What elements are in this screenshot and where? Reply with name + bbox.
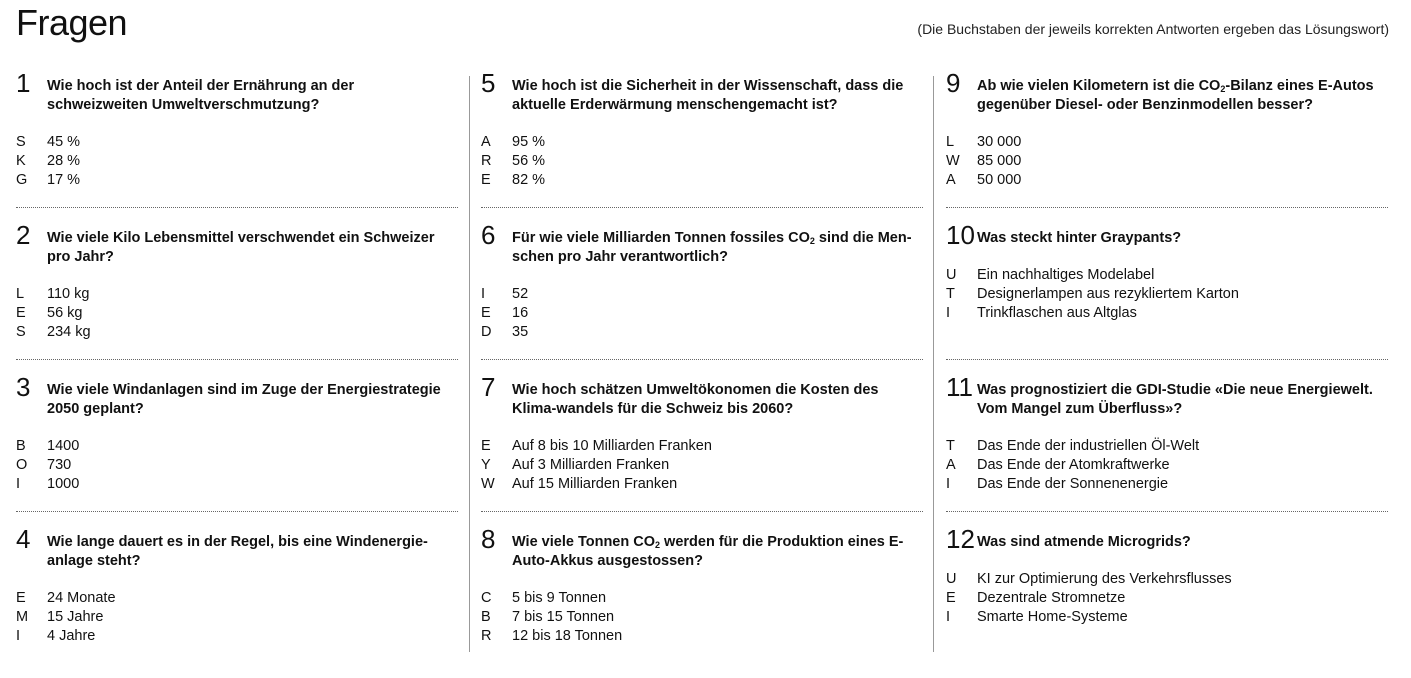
question-number: 3 [16,372,31,402]
question-text-part: Wie viele Tonnen CO [512,534,656,550]
answer-option [481,456,923,475]
answer-option [481,323,923,342]
question-number: 4 [16,524,31,554]
answer-list [946,266,1388,323]
question-text [512,222,923,267]
answer-option [946,570,1388,589]
answer-option [946,304,1388,323]
subscript: 2 [655,540,661,550]
column-divider [933,76,934,652]
answer-option [481,285,923,304]
question-number: 1 [16,68,31,98]
answer-letter: I [481,286,486,302]
answer-option [16,627,458,646]
answer-list [16,285,458,342]
answer-option [946,133,1388,152]
answer-letter: U [946,267,957,283]
answer-list [946,133,1388,190]
answer-option [946,437,1388,456]
question-text [512,374,923,419]
answer-option [16,304,458,323]
answer-option [481,133,923,152]
answer-letter: B [481,609,491,625]
question-text [977,222,1181,248]
answer-text: 16 [512,305,529,321]
question-text [47,222,458,267]
answer-list [481,589,923,646]
answer-option [16,133,458,152]
answer-option [946,266,1388,285]
answer-text: Das Ende der Sonnenenergie [977,476,1169,492]
question-number: 6 [481,220,496,250]
answer-text: Das Ende der industriellen Öl-Welt [977,438,1200,454]
answer-text: Designerlampen aus rezykliertem Karton [977,286,1239,302]
question-text-part: Wie hoch ist der Anteil der Ernährung an der schweizweiten Umweltverschmutzung? [47,78,355,113]
question-header [946,222,1388,248]
question-text-part: Wie hoch schätzen Umweltökonomen die Kosten des Klima-wandels für die Schweiz bis 2060? [512,382,879,417]
question-block [16,526,458,678]
answer-text: Smarte Home-Systeme [977,609,1128,625]
question-number: 5 [481,68,496,98]
answer-option [481,304,923,323]
answer-letter: T [946,286,955,302]
answer-option [946,171,1388,190]
answer-letter: A [946,457,956,473]
answer-letter: C [481,590,492,606]
question-text [977,374,1388,419]
answer-text: Trinkflaschen aus Altglas [977,305,1137,321]
question-text-part: sind die Men-schen pro Jahr verantwortlich? [512,230,912,265]
answer-option [16,285,458,304]
answer-text: Ein nachhaltiges Modelabel [977,267,1155,283]
question-block [481,70,923,222]
answer-option [481,608,923,627]
answer-list [481,285,923,342]
question-text-part: werden für die Produktion eines E-Auto-Akkus ausgestossen? [512,534,904,569]
answer-option [16,152,458,171]
answer-text: KI zur Optimierung des Verkehrsflusses [977,571,1232,587]
question-block [946,70,1388,222]
solution-hint: (Die Buchstaben der jeweils korrekten Antworten ergeben das Lösungswort) [917,21,1389,37]
question-block [946,526,1388,678]
question-block [946,222,1388,374]
question-column-1 [16,70,458,662]
question-number: 7 [481,372,496,402]
question-number: 12 [946,524,975,554]
answer-list [16,589,458,646]
question-header [16,70,458,115]
answer-text: 1400 [47,438,80,454]
question-block [481,222,923,374]
answer-option [16,608,458,627]
answer-option [16,456,458,475]
answer-letter: I [16,628,21,644]
answer-text: 12 bis 18 Tonnen [512,628,623,644]
question-header [16,526,458,571]
answer-option [16,171,458,190]
answer-letter: I [946,305,951,321]
answer-option [16,475,458,494]
answer-option [481,171,923,190]
answer-option [481,589,923,608]
answer-letter: E [481,305,491,321]
answer-option [481,437,923,456]
question-text-part: Für wie viele Milliarden Tonnen fossiles CO [512,230,810,246]
answer-letter: R [481,628,492,644]
answer-text: Dezentrale Stromnetze [977,590,1126,606]
answer-text: 95 % [512,134,546,150]
page-title: Fragen [16,2,128,43]
answer-list [946,437,1388,494]
answer-text: 56 % [512,153,546,169]
question-block [16,222,458,374]
answer-option [946,589,1388,608]
answer-letter: I [946,476,951,492]
subscript: 2 [809,236,815,246]
question-number: 11 [946,372,973,402]
answer-text: 50 000 [977,172,1022,188]
answer-list [946,570,1388,627]
question-header [481,222,923,267]
question-number: 10 [946,220,975,250]
question-number: 2 [16,220,31,250]
answer-text: 5 bis 9 Tonnen [512,590,607,606]
answer-list [481,133,923,190]
answer-text: 35 [512,324,529,340]
answer-letter: U [946,571,957,587]
question-block [481,526,923,678]
answer-text: 1000 [47,476,80,492]
answer-letter: K [16,153,26,169]
question-text-part: Wie lange dauert es in der Regel, bis eine Windenergie-anlage steht? [47,534,428,569]
answer-text: 4 Jahre [47,628,96,644]
answer-letter: S [16,134,26,150]
answer-text: 730 [47,457,72,473]
answer-letter: E [481,438,491,454]
question-text-part: Was steckt hinter Graypants? [977,230,1182,246]
answer-letter: T [946,438,955,454]
question-text-part: Wie hoch ist die Sicherheit in der Wissenschaft, dass die aktuelle Erderwärmung menschengemacht ist? [512,78,904,113]
answer-text: Auf 15 Milliarden Franken [512,476,678,492]
answer-letter: E [16,305,26,321]
subscript: 2 [1220,84,1226,94]
answer-option [946,608,1388,627]
question-header [481,526,923,571]
question-block [481,374,923,526]
question-text [512,526,923,571]
answer-letter: L [16,286,25,302]
column-divider [469,76,470,652]
answer-letter: E [481,172,491,188]
question-text-part: Was sind atmende Microgrids? [977,534,1191,550]
answer-text: 30 000 [977,134,1022,150]
question-header [946,70,1388,115]
question-header [481,374,923,419]
answer-option [16,437,458,456]
answer-letter: A [481,134,491,150]
answer-list [481,437,923,494]
answer-text: Auf 3 Milliarden Franken [512,457,670,473]
question-number: 9 [946,68,961,98]
answer-option [481,152,923,171]
answer-text: Auf 8 bis 10 Milliarden Franken [512,438,712,454]
answer-text: 7 bis 15 Tonnen [512,609,615,625]
answer-option [16,589,458,608]
answer-text: 24 Monate [47,590,116,606]
answer-letter: B [16,438,26,454]
question-text-part: Wie viele Windanlagen sind im Zuge der Energiestrategie 2050 geplant? [47,382,441,417]
question-text [47,70,458,115]
answer-letter: I [946,609,951,625]
answer-text: Das Ende der Atomkraftwerke [977,457,1170,473]
answer-letter: W [481,476,495,492]
question-text-part: -Bilanz eines E-Autos gegenüber Diesel- oder Benzinmodellen besser? [977,78,1374,113]
question-text-part: Was prognostiziert die GDI-Studie «Die neue Energiewelt. Vom Mangel zum Überfluss»? [977,382,1373,417]
question-text [47,526,458,571]
answer-text: 28 % [47,153,81,169]
answer-list [16,437,458,494]
question-header [481,70,923,115]
question-block [946,374,1388,526]
answer-letter: Y [481,457,491,473]
answer-option [481,627,923,646]
answer-text: 52 [512,286,529,302]
answer-letter: E [946,590,956,606]
answer-text: 82 % [512,172,546,188]
answer-text: 110 kg [47,286,90,302]
answer-text: 85 000 [977,153,1022,169]
answer-option [946,475,1388,494]
answer-letter: E [16,590,26,606]
question-header [16,222,458,267]
answer-letter: L [946,134,955,150]
question-column-3 [946,70,1388,662]
answer-letter: G [16,172,28,188]
answer-letter: D [481,324,492,340]
question-text-part: Wie viele Kilo Lebensmittel verschwendet ein Schweizer pro Jahr? [47,230,435,265]
answer-letter: W [946,153,960,169]
answer-option [946,152,1388,171]
answer-text: 56 kg [47,305,83,321]
question-header [946,526,1388,552]
question-text [512,70,923,115]
answer-letter: S [16,324,26,340]
answer-letter: M [16,609,29,625]
question-text [47,374,458,419]
question-column-2 [481,70,923,662]
answer-letter: A [946,172,956,188]
answer-letter: O [16,457,28,473]
answer-option [946,456,1388,475]
question-text-part: Ab wie vielen Kilometern ist die CO [977,78,1221,94]
answer-text: 15 Jahre [47,609,104,625]
question-block [16,70,458,222]
answer-text: 17 % [47,172,81,188]
question-text [977,70,1388,115]
answer-letter: R [481,153,492,169]
question-header [16,374,458,419]
answer-text: 234 kg [47,324,91,340]
question-text [977,526,1191,552]
answer-text: 45 % [47,134,81,150]
answer-option [946,285,1388,304]
answer-option [16,323,458,342]
question-block [16,374,458,526]
question-header [946,374,1388,419]
answer-option [481,475,923,494]
question-number: 8 [481,524,496,554]
answer-letter: I [16,476,21,492]
answer-list [16,133,458,190]
